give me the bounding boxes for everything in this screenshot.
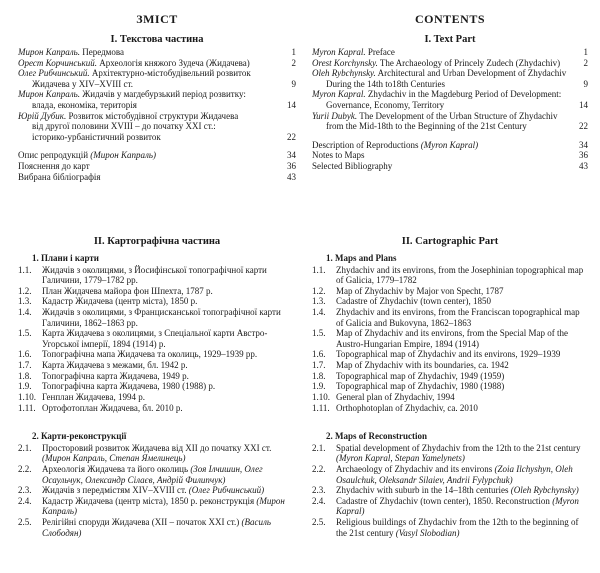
map-item (312, 328, 588, 349)
map-author: (Myron Kapral, Stepan Yamelynets) (336, 453, 465, 464)
map-author: (Олег Рибчинський) (188, 485, 265, 496)
map-title: Zhydachiv with suburb in the 14–18th centuries (336, 485, 509, 496)
toc-page-number: 34 (579, 139, 588, 150)
map-title: Cadastre of Zhydachiv (town center), 1850 (336, 296, 491, 307)
reconstruction-subheading: 2. Maps of Reconstruction (326, 431, 427, 442)
toc-author: Orest Korchynsky. (312, 57, 378, 68)
toc-entry-title: The Development of the Urban Structure of Zhydachiv (359, 110, 558, 121)
toc-entry (18, 47, 296, 58)
map-title: Map of Zhydachiv and its environs, from the Special Map of the Austro-Hungarian Empire, 1894 (1914) (336, 328, 568, 349)
maps-list (312, 265, 588, 414)
map-title: Topographical map of Zhydachiv and its environs, 1929–1939 (336, 349, 561, 360)
map-number: 2.2. (18, 463, 32, 474)
toc-entry-line (18, 150, 282, 161)
map-number: 1.2. (312, 285, 326, 296)
toc-entry (312, 68, 588, 89)
reconstruction-item (18, 517, 296, 538)
map-item (18, 296, 296, 307)
map-item (18, 328, 296, 349)
map-title: Жидачів з передмістям XIV–XVIII ст. (42, 485, 187, 496)
map-title: Генплан Жидачева, 1994 р. (42, 391, 145, 402)
toc-list (18, 47, 296, 182)
map-author: (Myron Kapral) (336, 495, 579, 517)
toc-page-number: 36 (579, 150, 588, 161)
map-item (18, 381, 296, 392)
toc-page-number: 9 (291, 78, 296, 89)
part-one-heading: І. Текстова частина (110, 34, 204, 45)
map-title: Spatial development of Zhydachiv from the 12th to the 21st century (336, 442, 581, 453)
toc-entry-line (312, 161, 574, 172)
map-number: 1.9. (18, 381, 32, 392)
toc-entry (312, 150, 588, 161)
map-item (312, 392, 588, 403)
map-number: 1.1. (18, 264, 32, 275)
map-number: 2.3. (312, 485, 326, 496)
toc-entry-title: Selected Bibliography (312, 161, 393, 172)
toc-author: Мирон Капраль. (18, 47, 80, 57)
map-item (18, 371, 296, 382)
map-number: 1.6. (312, 349, 326, 360)
toc-page-number: 22 (287, 131, 296, 142)
map-title: Топографічна карта Жидачева, 1980 (1988) р. (42, 381, 216, 392)
map-item (312, 265, 588, 286)
map-number: 1.1. (312, 264, 326, 275)
map-title: Кадастр Жидачева (центр міста), 1850 р. (42, 296, 198, 307)
map-item (312, 381, 588, 392)
map-title: Topographical map of Zhydachiv, 1949 (1959) (336, 370, 505, 381)
toc-author: Yurii Dubyk. (312, 110, 358, 121)
toc-entry (312, 111, 588, 132)
map-number: 1.2. (18, 285, 32, 296)
toc-entry-title: Zhydachiv in the Magdeburg Period of Development: (367, 89, 562, 100)
toc-entry-title: The Archaeology of Princely Zudech (Zhydachiv) (379, 57, 561, 68)
map-number: 1.4. (18, 307, 32, 318)
part-two-heading: ІІ. Картографічна частина (93, 236, 221, 247)
toc-entry-title: Архітектурно-містобудівельний розвиток (91, 68, 251, 79)
toc-page-number: 36 (287, 161, 296, 172)
map-number: 1.10. (18, 391, 36, 402)
toc-entry (18, 111, 296, 143)
map-title: Археологія Жидачева та його околиць (42, 463, 189, 474)
map-number: 2.2. (312, 463, 326, 474)
toc-entry (312, 161, 588, 172)
map-author: (Василь Слободян) (42, 517, 272, 538)
toc-entry-line (18, 172, 282, 183)
map-item (18, 392, 296, 403)
map-title: Карта Жидачева з околицями, з Спеціальної карти Австро-Угорської імперії, 1894 (1914) р. (42, 328, 268, 349)
toc-entry-title: Вибрана бібліографія (18, 171, 101, 182)
maps-subheading: 1. Maps and Plans (326, 253, 397, 263)
contents-title: ЗМІСТ (136, 12, 178, 26)
reconstruction-item (18, 464, 296, 485)
ukrainian-contents-column (18, 0, 296, 538)
map-item (312, 286, 588, 297)
toc-entry (18, 161, 296, 172)
map-number: 1.5. (312, 328, 326, 339)
map-item (312, 403, 588, 414)
map-item (18, 360, 296, 371)
map-item (312, 371, 588, 382)
reconstruction-list (18, 443, 296, 538)
map-number: 2.4. (312, 495, 326, 506)
toc-entry-continuation: Governance, Economy, Territory (326, 100, 445, 111)
map-number: 2.5. (18, 517, 32, 528)
map-item (18, 265, 296, 286)
reconstruction-item (312, 485, 588, 496)
map-number: 1.8. (18, 370, 32, 381)
map-item (312, 307, 588, 328)
map-author: (Vasyl Slobodian) (395, 527, 460, 538)
toc-page-number: 2 (583, 57, 588, 68)
part-two-heading: II. Cartographic Part (401, 236, 499, 247)
toc-entry-continuation: від другої половини XVIII – до початку XXI ст.: (32, 121, 216, 132)
map-item (18, 307, 296, 328)
reconstruction-list (312, 443, 588, 538)
toc-entry-line (18, 47, 282, 58)
toc-entry-title: Опис репродукцій (18, 150, 89, 161)
part-one-heading: I. Text Part (424, 34, 476, 45)
map-item (18, 403, 296, 414)
section-gap (18, 413, 296, 427)
map-number: 1.10. (312, 391, 330, 402)
reconstruction-item (18, 496, 296, 517)
reconstruction-item (312, 517, 588, 538)
toc-author: Олег Рибчинський. (18, 68, 90, 79)
map-title: План Жидачева майора фон Шпехта, 1787 р. (42, 285, 213, 296)
toc-entry-title: Notes to Maps (312, 150, 365, 161)
maps-subheading: 1. Плани і карти (32, 253, 99, 263)
toc-entry-line (18, 68, 282, 79)
toc-author: (Мирон Капраль) (90, 150, 156, 161)
toc-entry-line (312, 68, 574, 79)
toc-page-number: 14 (579, 100, 588, 111)
maps-list (18, 265, 296, 414)
map-number: 1.9. (312, 381, 326, 392)
map-title: Топографічна мапа Жидачева та околиць, 1929–1939 рр. (42, 349, 258, 360)
map-title: Просторовий розвиток Жидачева від XII до початку XXI ст. (42, 442, 272, 453)
toc-author: Мирон Капраль. (18, 89, 80, 100)
map-item (312, 296, 588, 307)
toc-entry-title: Археологія княжого Зудеча (Жидачева) (99, 57, 250, 68)
map-number: 2.1. (312, 442, 326, 453)
toc-entry-title: Architectural and Urban Development of Zhydachiv (377, 68, 567, 79)
map-author: (Oleh Rybchynsky) (510, 485, 579, 496)
toc-entry-line (312, 140, 574, 151)
map-title: Карта Жидачева з межами, бл. 1942 р. (42, 360, 188, 371)
toc-entry-line (312, 89, 574, 100)
map-number: 2.3. (18, 485, 32, 496)
toc-list (312, 47, 588, 172)
toc-entry-title: Description of Reproductions (312, 139, 419, 150)
toc-page-number: 14 (287, 100, 296, 111)
map-number: 1.6. (18, 349, 32, 360)
map-title: Релігійні споруди Жидачева (XII – початок XXI ст.) (42, 517, 240, 528)
map-number: 2.4. (18, 495, 32, 506)
map-number: 1.3. (18, 296, 32, 307)
map-author: (Мирон Капраль, Степан Ямелинець) (42, 453, 186, 464)
reconstruction-subheading: 2. Карти-реконструкції (32, 431, 127, 442)
toc-entry-line (312, 150, 574, 161)
map-title: Map of Zhydachiv by Major von Specht, 1787 (336, 285, 504, 296)
toc-entry-line (312, 111, 574, 122)
toc-author: Орест Корчинський. (18, 57, 97, 68)
map-item (18, 286, 296, 297)
toc-author: Юрій Дубик. (18, 110, 67, 121)
toc-entry-continuation: from the Mid-18th to the Beginning of the 21st Century (326, 121, 527, 132)
toc-author: Myron Kapral. (312, 47, 366, 57)
toc-entry (18, 68, 296, 89)
toc-entry-line (18, 161, 282, 172)
toc-entry-continuation: Жидачева у XIV–XVIII ст. (32, 78, 133, 89)
toc-page-number: 1 (291, 47, 296, 57)
toc-entry (312, 47, 588, 58)
toc-entry-continuation: влада, економіка, територія (32, 100, 137, 111)
toc-entry-line (18, 111, 282, 122)
toc-page-number: 1 (583, 47, 588, 57)
reconstruction-item (18, 443, 296, 464)
reconstruction-item (312, 464, 588, 485)
toc-page-number: 22 (579, 121, 588, 132)
map-title: Жидачів з околицями, з Йосифінської топографічної карти Галичини, 1779–1782 рр. (42, 264, 267, 286)
map-title: Zhydachiv and its environs, from the Josephinian topographical map of Galicia, 1779–1782 (336, 264, 584, 286)
map-title: Religious buildings of Zhydachiv from the 12th to the beginning of the 21st century (336, 517, 579, 538)
toc-entry-title: Розвиток містобудівної структури Жидачева (68, 110, 239, 121)
toc-gap (312, 132, 588, 140)
cartographic-part (18, 236, 296, 538)
map-number: 2.1. (18, 442, 32, 453)
toc-page-number: 34 (287, 150, 296, 161)
reconstruction-item (18, 485, 296, 496)
map-number: 1.3. (312, 296, 326, 307)
map-item (18, 349, 296, 360)
contents-title: CONTENTS (414, 12, 486, 26)
map-number: 1.5. (18, 328, 32, 339)
map-author: (Мирон Капраль) (42, 495, 285, 517)
reconstruction-item (312, 496, 588, 517)
reconstruction-item (312, 443, 588, 464)
toc-entry-title: Передмова (82, 47, 124, 57)
toc-page-number: 2 (291, 57, 296, 68)
toc-entry-line (312, 47, 574, 58)
toc-entry-title: Жидачів у магдебурзький період розвитку: (82, 89, 246, 100)
toc-author: (Myron Kapral) (420, 139, 479, 150)
toc-entry (18, 58, 296, 69)
toc-page-number: 43 (287, 171, 296, 182)
map-title: General plan of Zhydachiv, 1994 (336, 391, 455, 402)
map-title: Orthophotoplan of Zhydachiv, ca. 2010 (336, 402, 478, 413)
map-title: Ортофотоплан Жидачева, бл. 2010 р. (42, 402, 183, 413)
toc-entry-continuation: історико-урбаністичний розвиток (32, 131, 161, 142)
toc-entry-title: Пояснення до карт (18, 161, 90, 172)
map-title: Topographical map of Zhydachiv, 1980 (1988) (336, 381, 505, 392)
toc-author: Oleh Rybchynsky. (312, 68, 376, 79)
map-title: Топографічна карта Жидачева, 1949 р. (42, 370, 189, 381)
toc-entry (312, 89, 588, 110)
map-number: 2.5. (312, 517, 326, 528)
map-number: 1.7. (18, 360, 32, 371)
toc-author: Myron Kapral. (312, 89, 366, 100)
map-number: 1.11. (18, 402, 36, 413)
toc-entry-title: Preface (367, 47, 395, 57)
section-gap (312, 413, 588, 427)
toc-entry (18, 150, 296, 161)
toc-page-number: 9 (583, 78, 588, 89)
map-number: 1.7. (312, 360, 326, 371)
map-author: (Zoia Ilchyshyn, Oleh Osaulchuk, Oleksandr Silaiev, Andrii Fylypchuk) (336, 463, 573, 485)
toc-entry-line (312, 58, 574, 69)
map-title: Жидачів з околицями, з Францисканської топографічної карти Галичини, 1862–1863 рр. (42, 307, 281, 328)
toc-entry (18, 172, 296, 183)
toc-entry (18, 89, 296, 110)
toc-gap (18, 142, 296, 150)
map-item (312, 360, 588, 371)
map-title: Кадастр Жидачева (центр міста), 1850 р. реконструкція (42, 495, 255, 506)
map-title: Map of Zhydachiv with its boundaries, ca. 1942 (336, 360, 509, 371)
toc-page-number: 43 (579, 161, 588, 172)
map-author: (Зоя Ілчишин, Олег Осаульчук, Олександр Сілаєв, Андрій Филипчук) (42, 463, 263, 485)
map-number: 1.4. (312, 307, 326, 318)
toc-entry (312, 140, 588, 151)
toc-entry (312, 58, 588, 69)
map-title: Cadastre of Zhydachiv (town center), 1850. Reconstruction (336, 495, 550, 506)
toc-entry-continuation: During the 14th to18th Centuries (326, 78, 445, 89)
toc-entry-line (18, 58, 282, 69)
map-number: 1.8. (312, 370, 326, 381)
map-item (312, 349, 588, 360)
toc-entry-line (18, 89, 282, 100)
english-contents-column (312, 0, 588, 538)
cartographic-part (312, 236, 588, 538)
map-title: Archaeology of Zhydachiv and its environs (336, 463, 493, 474)
map-title: Zhydachiv and its environs, from the Franciscan topographical map of Galicia and Bukovyna, 1862–1863 (336, 307, 580, 328)
map-number: 1.11. (312, 402, 330, 413)
